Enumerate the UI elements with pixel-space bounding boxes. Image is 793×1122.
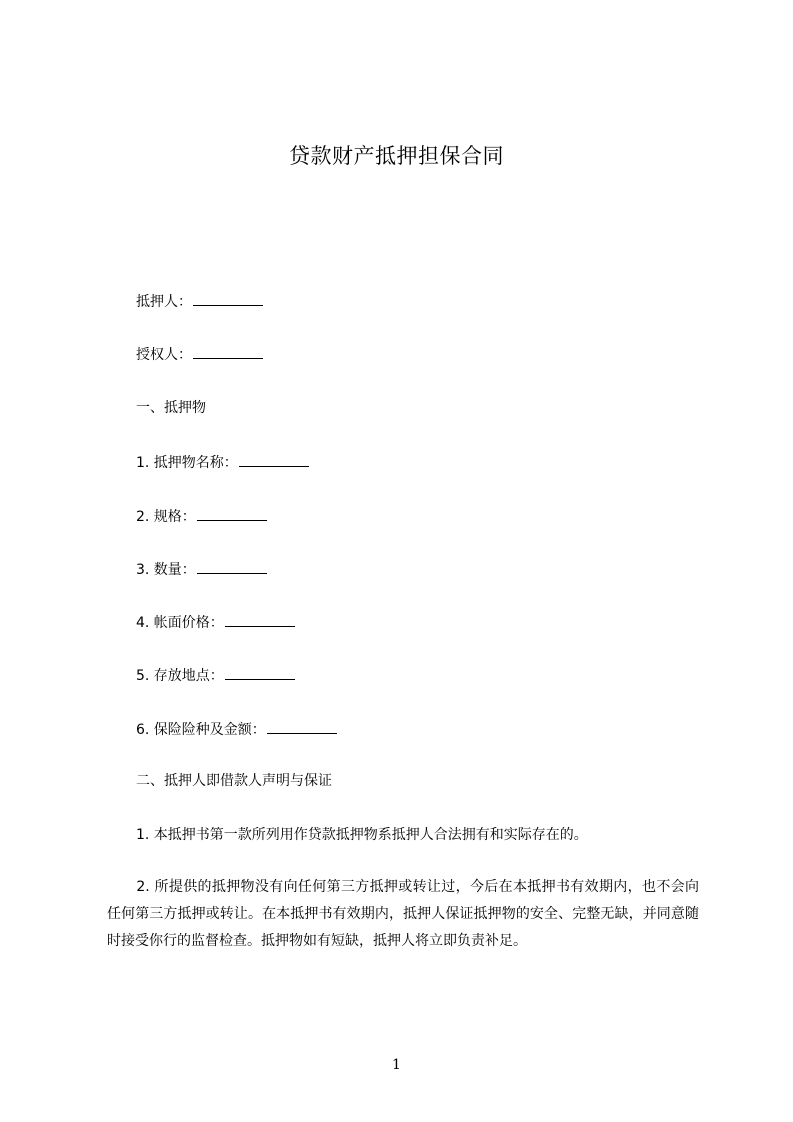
item-collateral-name-label: 1. 抵押物名称：	[136, 455, 238, 471]
field-authorizer-blank	[193, 344, 263, 359]
item-insurance-label: 6. 保险险种及金额：	[136, 722, 266, 738]
field-authorizer	[136, 344, 263, 365]
field-mortgagor-label: 抵押人：	[136, 294, 192, 310]
item-quantity-label: 3. 数量：	[136, 562, 196, 578]
document-title: 贷款财产抵押担保合同	[289, 144, 504, 168]
page-number: 1	[392, 1057, 401, 1073]
item-specification-blank	[197, 506, 267, 521]
clause-2: 2. 所提供的抵押物没有向任何第三方抵押或转让过，今后在本抵押书有效期内，也不会向任何第三方抵押或转让。在本抵押书有效期内，抵押人保证抵押物的安全、完整无缺，并同意随时接受你行的监督检查。抵押物如有短缺，抵押人将立即负责补足。	[107, 879, 699, 949]
item-storage-location-blank	[225, 665, 295, 680]
field-authorizer-label: 授权人：	[136, 347, 192, 363]
section-2-heading: 二、抵押人即借款人声明与保证	[136, 773, 332, 789]
section-1-heading: 一、抵押物	[136, 400, 206, 416]
item-specification	[136, 506, 267, 527]
item-book-value-label: 4. 帐面价格：	[136, 615, 224, 631]
item-book-value-blank	[225, 612, 295, 627]
field-mortgagor	[136, 291, 263, 312]
item-book-value	[136, 612, 295, 633]
clause-1: 1. 本抵押书第一款所列用作贷款抵押物系抵押人合法拥有和实际存在的。	[136, 827, 588, 843]
item-specification-label: 2. 规格：	[136, 509, 196, 525]
item-collateral-name	[136, 452, 309, 473]
item-quantity	[136, 559, 267, 580]
item-collateral-name-blank	[239, 452, 309, 467]
item-insurance	[136, 719, 337, 740]
item-storage-location-label: 5. 存放地点：	[136, 668, 224, 684]
item-quantity-blank	[197, 559, 267, 574]
field-mortgagor-blank	[193, 291, 263, 306]
item-storage-location	[136, 665, 295, 686]
item-insurance-blank	[267, 719, 337, 734]
